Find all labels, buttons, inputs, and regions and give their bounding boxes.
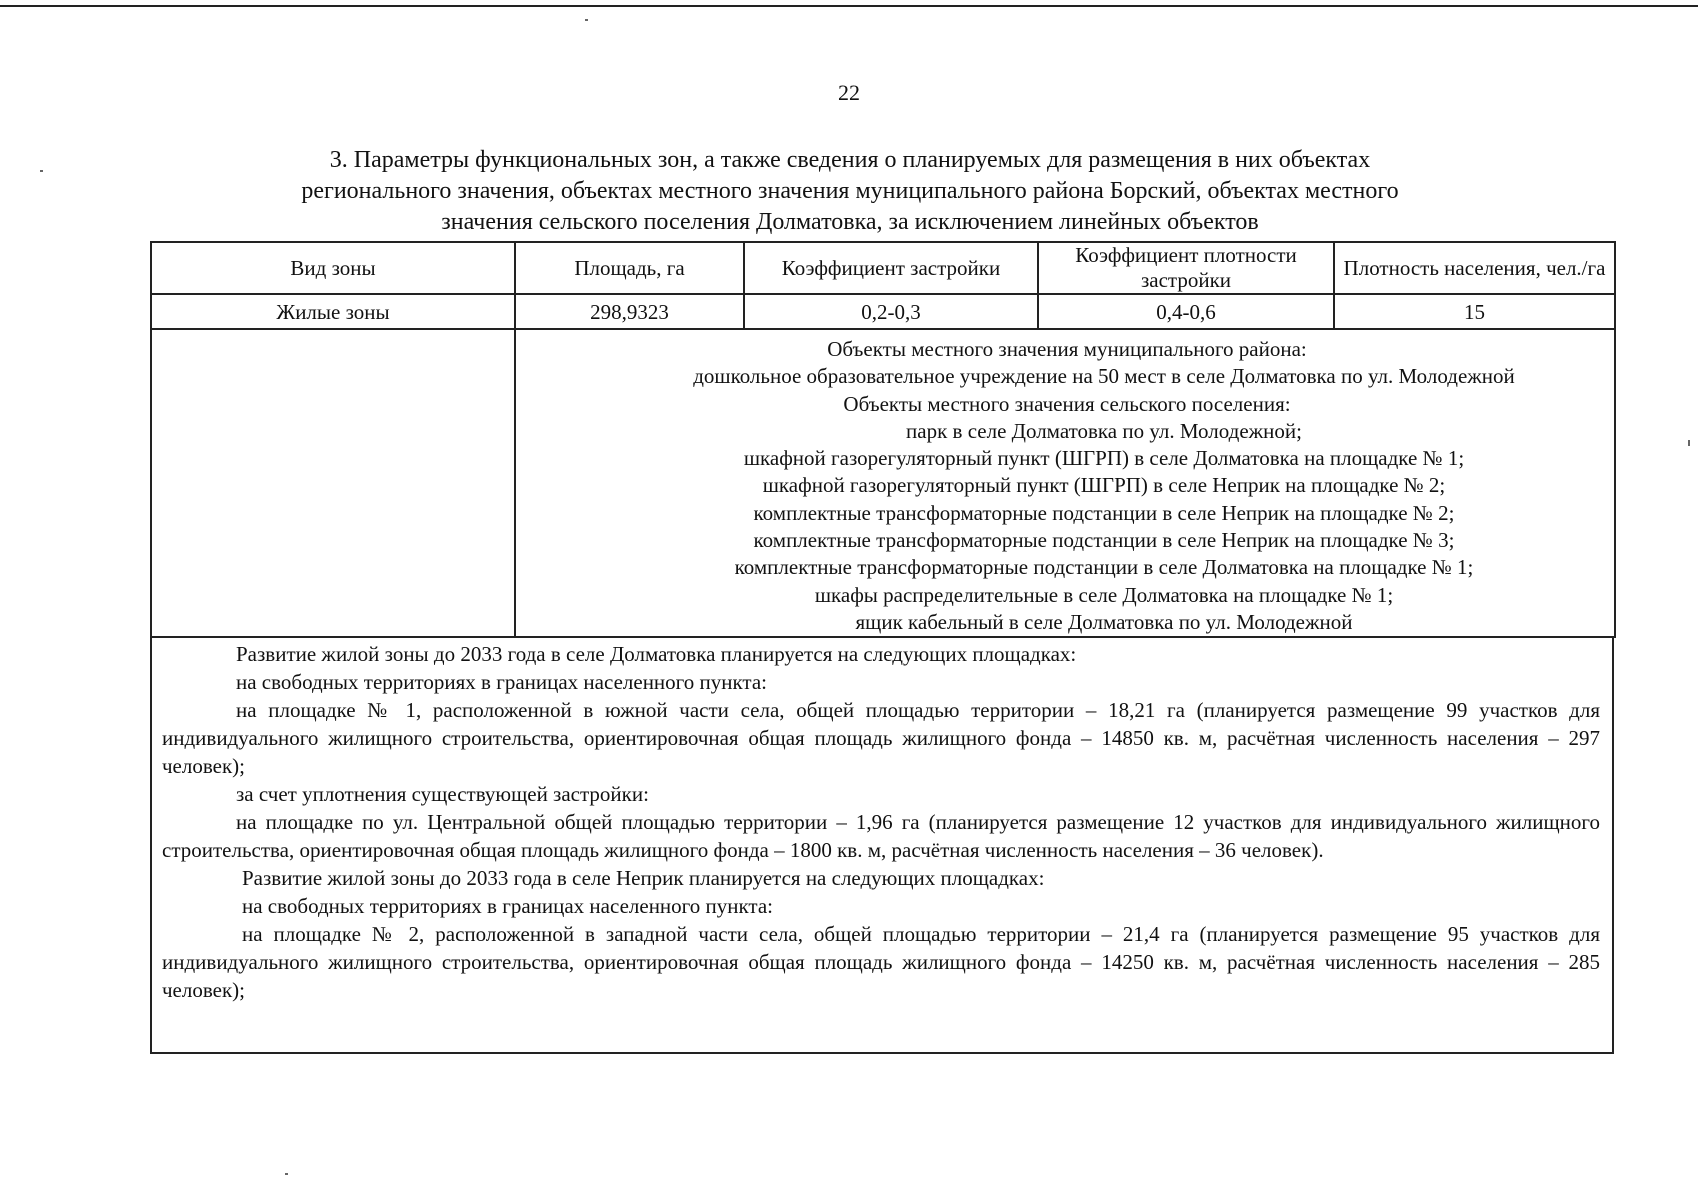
list-item: ящик кабельный в селе Долматовка по ул. Молодежной	[855, 609, 1353, 634]
municipal-objects-heading: Объекты местного значения муниципального района:	[827, 337, 1307, 361]
development-paragraph: за счет уплотнения существующей застройки:	[236, 782, 649, 806]
development-paragraph: Развитие жилой зоны до 2033 года в селе Неприк планируется на следующих площадках:	[242, 866, 1045, 890]
heading-line: регионального значения, объектах местного значения муниципального района Борский, объектах местного	[301, 178, 1399, 204]
heading-line: 3. Параметры функциональных зон, а также сведения о планируемых для размещения в них объектах	[329, 147, 1371, 173]
table-row	[151, 294, 1615, 329]
scan-speck	[1688, 440, 1690, 446]
development-paragraph: Развитие жилой зоны до 2033 года в селе Долматовка планируется на следующих площадках:	[236, 642, 1077, 666]
objects-cell	[515, 329, 1615, 637]
header-area: Площадь, га	[515, 242, 744, 294]
empty-cell	[151, 329, 515, 637]
scan-speck	[585, 19, 588, 21]
scan-speck	[285, 1173, 288, 1175]
list-item: комплектные трансформаторные подстанции в селе Долматовка на площадке № 1;	[734, 555, 1474, 580]
list-item: комплектные трансформаторные подстанции в селе Неприк на площадке № 2;	[753, 500, 1455, 525]
table-header-row	[151, 242, 1615, 294]
list-item: дошкольное образовательное учреждение на 50 мест в селе Долматовка по ул. Молодежной	[693, 364, 1515, 389]
development-paragraph: на свободных территориях в границах населенного пункта:	[236, 670, 767, 694]
top-border-line	[0, 5, 1698, 7]
cell-population-density: 15	[1334, 294, 1615, 329]
section-heading	[200, 145, 1500, 238]
list-item: парк в селе Долматовка по ул. Молодежной;	[906, 418, 1302, 443]
zone-parameters-table	[150, 241, 1616, 638]
header-building-coef: Коэффициент застройки	[744, 242, 1038, 294]
cell-building-coef: 0,2-0,3	[744, 294, 1038, 329]
objects-list	[522, 330, 1608, 636]
development-paragraph: на площадке по ул. Центральной общей площадью территории – 1,96 га (планируется размещение 12 участков для индивидуального жилищного строительства, ориентировочная общая площадь жилищного фонда – 1800 кв. м, расчётная численность населения – 36 человек).	[162, 810, 1600, 862]
list-item: шкафы распределительные в селе Долматовка на площадке № 1;	[814, 582, 1394, 607]
development-text-block	[150, 636, 1614, 1054]
development-paragraph: на площадке № 1, расположенной в южной части села, общей площадью территории – 18,21 га (планируется размещение 99 участков для индивидуального жилищного строительства, ориентировочная общая площадь жилищного фонда – 14850 кв. м, расчётная численность населения – 297 человек);	[162, 698, 1600, 778]
list-item: шкафной газорегуляторный пункт (ШГРП) в селе Неприк на площадке № 2;	[762, 473, 1446, 498]
list-item: шкафной газорегуляторный пункт (ШГРП) в селе Долматовка на площадке № 1;	[743, 446, 1465, 471]
header-density-coef: Коэффициент плотности застройки	[1038, 242, 1334, 294]
page-number: 22	[838, 80, 860, 105]
scan-speck	[40, 170, 43, 172]
settlement-objects-heading: Объекты местного значения сельского поселения:	[843, 391, 1291, 416]
header-population-density: Плотность населения, чел./га	[1334, 242, 1615, 294]
list-item: комплектные трансформаторные подстанции в селе Неприк на площадке № 3;	[753, 528, 1455, 553]
development-paragraph: на свободных территориях в границах населенного пункта:	[242, 894, 773, 918]
cell-area: 298,9323	[515, 294, 744, 329]
development-paragraph: на площадке № 2, расположенной в западной части села, общей площадью территории – 21,4 га (планируется размещение 95 участков для индивидуального жилищного строительства, ориентировочная общая площадь жилищного фонда – 14250 кв. м, расчётная численность населения – 285 человек);	[162, 922, 1600, 1002]
heading-line: значения сельского поселения Долматовка, за исключением линейных объектов	[441, 209, 1259, 235]
objects-row	[151, 329, 1615, 637]
header-zone-type: Вид зоны	[151, 242, 515, 294]
cell-density-coef: 0,4-0,6	[1038, 294, 1334, 329]
cell-zone-type: Жилые зоны	[151, 294, 515, 329]
